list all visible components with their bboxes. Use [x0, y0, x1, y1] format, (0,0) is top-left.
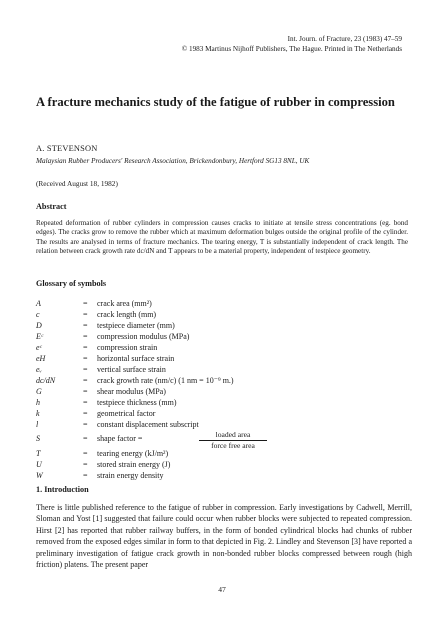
glossary-definition: crack area (mm²): [97, 299, 152, 308]
glossary-definition: vertical surface strain: [97, 365, 166, 374]
glossary-definition: compression strain: [97, 343, 158, 352]
glossary-symbol: T: [36, 449, 41, 458]
introduction-text: There is little published reference to the fatigue of rubber in compression. Early investigations by Cadwell, Merrill, Sloman and Yost [1] suggested that failure could occur when rubber blocks were subjected to repeated compression. Hirst [2] has reported that rubber railway buffers, in the form of bonded cylindrical blocks had chunks of rubber removed from the exposed edges similar in form to that depicted in Fig. 2. Lindley and Stevenson [3] have reported a preliminary investigation of fatigue crack growth in non-bonded rubber blocks compressed between rough (high friction) platens. The present paper: [36, 503, 412, 570]
glossary-definition: horizontal surface strain: [97, 354, 175, 363]
glossary-definition: geometrical factor: [97, 409, 156, 418]
glossary-symbol: eH: [36, 354, 46, 363]
page-number: 47: [218, 585, 226, 594]
glossary-definition: shape factor =: [97, 434, 143, 443]
received-date: (Received August 18, 1982): [36, 179, 118, 188]
shape-factor-fraction: [199, 430, 267, 451]
glossary-symbol: S: [36, 434, 40, 443]
equals-sign: =: [83, 471, 88, 480]
glossary-definition: strain energy density: [97, 471, 164, 480]
author-name: A. STEVENSON: [36, 144, 98, 153]
abstract-heading: Abstract: [36, 202, 67, 211]
paper-title: A fracture mechanics study of the fatigue of rubber in compression: [36, 95, 395, 109]
glossary-definition: testpiece thickness (mm): [97, 398, 177, 407]
equals-sign: =: [83, 354, 88, 363]
glossary-definition: testpiece diameter (mm): [97, 321, 175, 330]
glossary-symbol: G: [36, 387, 42, 396]
glossary-definition: stored strain energy (J): [97, 460, 171, 469]
fraction-denominator: force free area: [211, 441, 255, 450]
abstract-text: Repeated deformation of rubber cylinders in compression causes cracks to initiate at tensile stress concentrations (eg. bond edges). The cracks grow to remove the rubber which at maximum deformation bulges outside the original profile of the cylinder. The results are analysed in terms of fracture mechanics. The tearing energy, T is substantially independent of crack length. The relation between crack growth rate dc/dN and T appears to be a material property, independent of testpiece geometry.: [36, 219, 408, 255]
equals-sign: =: [83, 376, 88, 385]
glossary-symbol: eᵥ: [36, 365, 42, 374]
glossary-definition: constant displacement subscript: [97, 420, 199, 429]
equals-sign: =: [83, 321, 88, 330]
equals-sign: =: [83, 460, 88, 469]
glossary-symbol: h: [36, 398, 40, 407]
equals-sign: =: [83, 449, 88, 458]
glossary-symbol: D: [36, 321, 42, 330]
glossary-symbol: A: [36, 299, 41, 308]
equals-sign: =: [83, 387, 88, 396]
glossary-symbol: U: [36, 460, 42, 469]
glossary-definition: crack length (mm): [97, 310, 157, 319]
journal-header: [182, 34, 402, 54]
glossary-definition: tearing energy (kJ/m²): [97, 449, 169, 458]
glossary-symbol: eᶜ: [36, 343, 42, 352]
glossary-symbol: l: [36, 420, 39, 429]
author-affiliation: Malaysian Rubber Producers' Research Association, Brickendonbury, Hertford SG13 8NL, UK: [36, 157, 310, 165]
equals-sign: =: [83, 365, 88, 374]
glossary-symbol: k: [36, 409, 40, 418]
equals-sign: =: [83, 409, 88, 418]
glossary-symbol: W: [36, 471, 43, 480]
equals-sign: =: [83, 398, 88, 407]
equals-sign: =: [83, 299, 88, 308]
glossary-symbol: dc/dN: [36, 376, 56, 385]
equals-sign: =: [83, 332, 88, 341]
equals-sign: =: [83, 310, 88, 319]
glossary-symbol: c: [36, 310, 40, 319]
section-heading-introduction: 1. Introduction: [36, 485, 89, 494]
glossary-heading: Glossary of symbols: [36, 279, 107, 288]
fraction-numerator: loaded area: [199, 430, 267, 441]
glossary-symbol: Eᶜ: [36, 332, 43, 341]
equals-sign: =: [83, 434, 88, 443]
glossary-definition: compression modulus (MPa): [97, 332, 190, 341]
equals-sign: =: [83, 420, 88, 429]
equals-sign: =: [83, 343, 88, 352]
glossary-definition: shear modulus (MPa): [97, 387, 166, 396]
journal-citation: Int. Journ. of Fracture, 23 (1983) 47–59: [287, 35, 402, 43]
publisher-line: © 1983 Martinus Nijhoff Publishers, The Hague. Printed in The Netherlands: [181, 45, 402, 53]
glossary-definition: crack growth rate (nm/c) (1 nm = 10⁻⁹ m.): [97, 376, 234, 385]
